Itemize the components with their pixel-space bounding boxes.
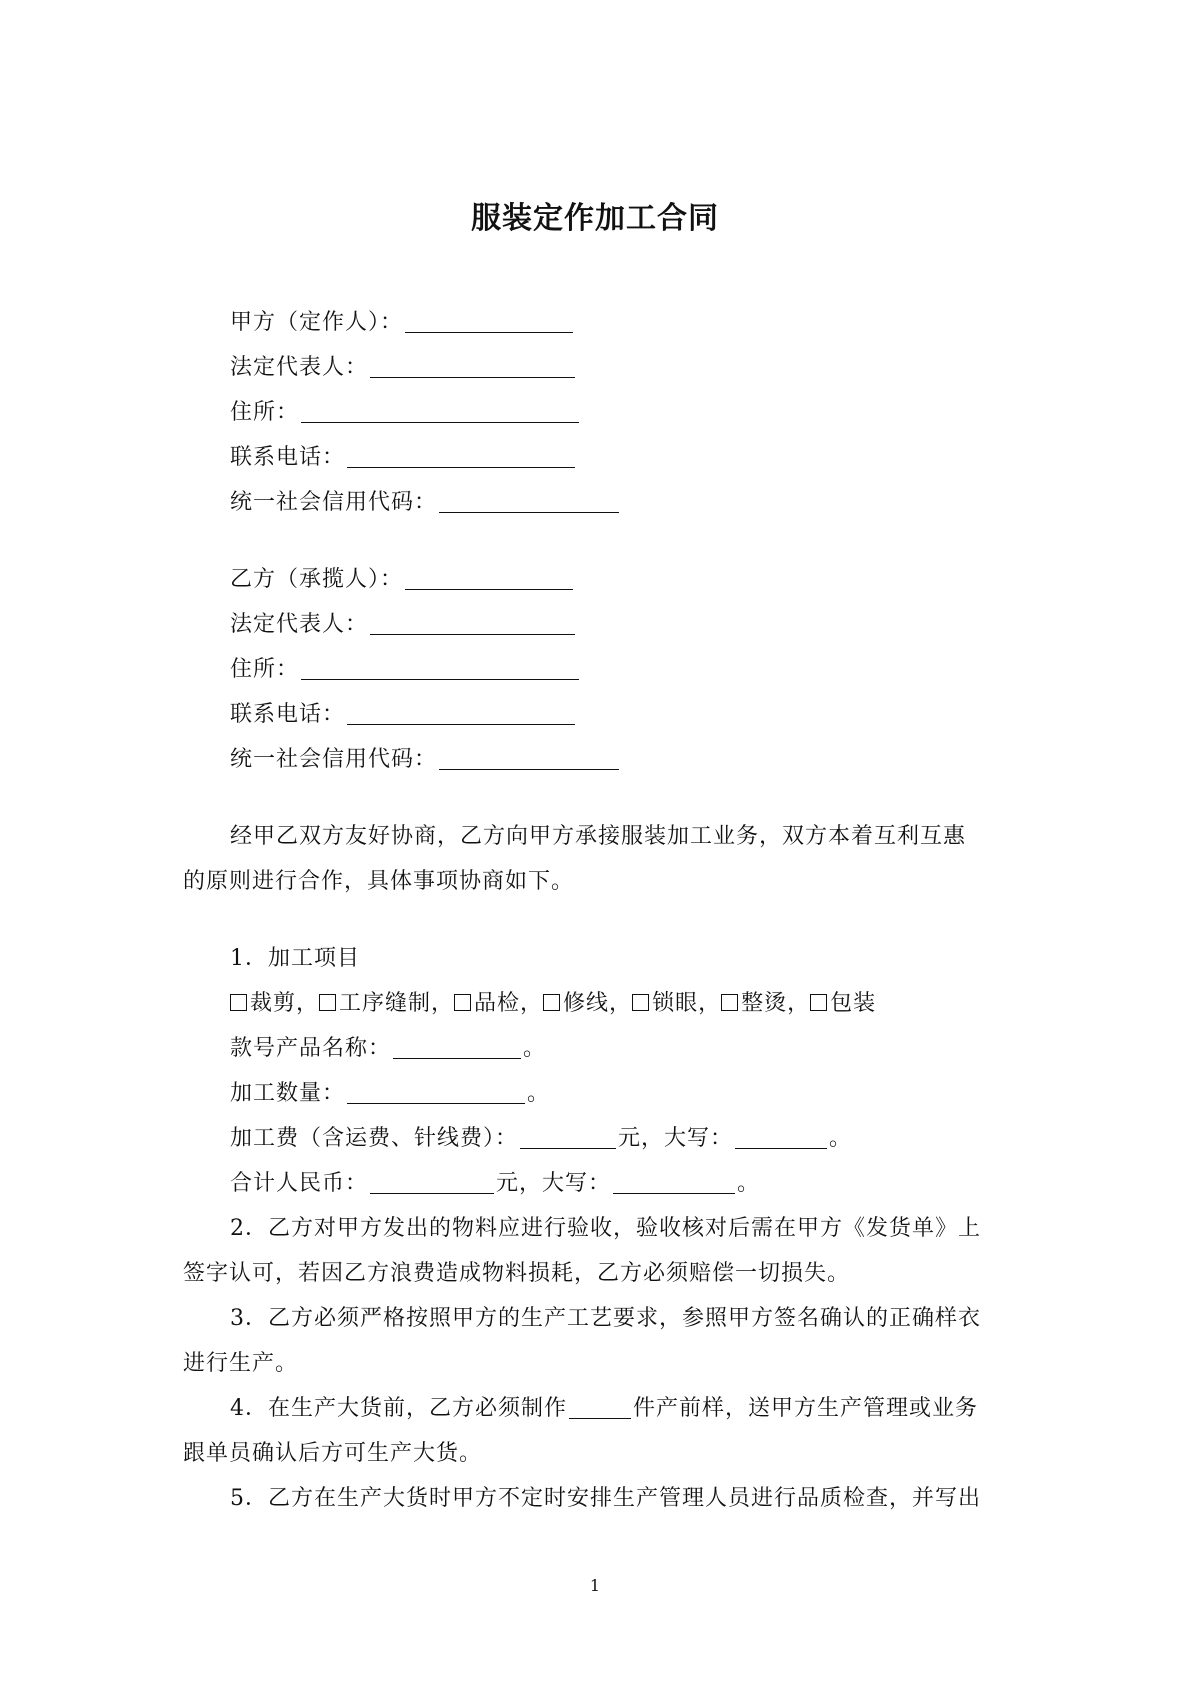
party-a-credit-label: 统一社会信用代码： (230, 490, 438, 515)
party-b-address-line (230, 655, 581, 685)
section-4-text-pre: 4．在生产大货前，乙方必须制作 (230, 1396, 567, 1421)
section-3-line-2: 进行生产。 (183, 1351, 299, 1376)
party-a-rep-label: 法定代表人： (230, 355, 369, 380)
party-a-address-label: 住所： (230, 400, 300, 425)
processing-options (230, 989, 876, 1019)
option-buttonholing: 锁眼， (652, 991, 722, 1016)
quantity-line: 加工数量： 。 (230, 1081, 551, 1106)
option-packaging: 包装 (830, 991, 877, 1016)
intro-line-1: 经甲乙双方友好协商，乙方向甲方承接服装加工业务，双方本着互利互惠 (230, 824, 967, 849)
section-2-line-2: 签字认可，若因乙方浪费造成物料损耗，乙方必须赔偿一切损失。 (183, 1261, 851, 1286)
fee-label: 加工费（含运费、针线费）： (230, 1126, 519, 1151)
checkbox-buttonholing[interactable] (632, 994, 649, 1011)
total-line: 合计人民币： 元，大写： 。 (230, 1171, 761, 1196)
quantity-label: 加工数量： (230, 1081, 346, 1106)
section-2-line-1: 2．乙方对甲方发出的物料应进行验收，验收核对后需在甲方《发货单》上 (230, 1216, 981, 1241)
quantity-blank[interactable] (347, 1081, 525, 1104)
section-1-heading: 1．加工项目 (230, 946, 360, 971)
party-b-rep-blank[interactable] (370, 612, 575, 635)
party-b-name-line (230, 565, 575, 595)
party-a-rep-line (230, 353, 577, 383)
checkbox-inspection[interactable] (454, 994, 471, 1011)
checkbox-ironing[interactable] (721, 994, 738, 1011)
contract-title: 服装定作加工合同 (471, 201, 719, 236)
fee-amount-blank[interactable] (520, 1126, 616, 1149)
option-cutting: 裁剪， (250, 991, 320, 1016)
total-label: 合计人民币： (230, 1171, 369, 1196)
party-a-name-blank[interactable] (405, 310, 573, 333)
checkbox-trimming[interactable] (543, 994, 560, 1011)
product-name-line: 款号产品名称： 。 (230, 1036, 547, 1061)
party-b-rep-label: 法定代表人： (230, 612, 369, 637)
party-b-phone-blank[interactable] (347, 702, 575, 725)
product-name-label: 款号产品名称： (230, 1036, 392, 1061)
party-b-credit-blank[interactable] (439, 747, 619, 770)
party-a-rep-blank[interactable] (370, 355, 575, 378)
party-b-phone-label: 联系电话： (230, 702, 346, 727)
sample-count-blank[interactable] (569, 1396, 631, 1419)
party-a-phone-line (230, 443, 577, 473)
fee-capital-blank[interactable] (735, 1126, 827, 1149)
section-4-line-1 (230, 1394, 978, 1424)
total-amount-blank[interactable] (370, 1171, 494, 1194)
section-5-line-1: 5．乙方在生产大货时甲方不定时安排生产管理人员进行品质检查，并写出 (230, 1486, 981, 1511)
party-a-credit-blank[interactable] (439, 490, 619, 513)
party-a-phone-label: 联系电话： (230, 445, 346, 470)
party-b-credit-label: 统一社会信用代码： (230, 747, 438, 772)
checkbox-sewing[interactable] (319, 994, 336, 1011)
party-a-name-label: 甲方（定作人）： (230, 310, 404, 335)
intro-line-2: 的原则进行合作，具体事项协商如下。 (183, 869, 575, 894)
option-ironing: 整烫， (741, 991, 811, 1016)
party-b-name-blank[interactable] (405, 567, 573, 590)
checkbox-packaging[interactable] (810, 994, 827, 1011)
party-b-address-blank[interactable] (301, 657, 579, 680)
party-b-phone-line (230, 700, 577, 730)
option-trimming: 修线， (563, 991, 633, 1016)
section-3-line-1: 3．乙方必须严格按照甲方的生产工艺要求，参照甲方签名确认的正确样衣 (230, 1306, 981, 1331)
party-b-credit-line (230, 745, 621, 775)
page-number: 1 (589, 1576, 601, 1595)
product-name-blank[interactable] (393, 1036, 521, 1059)
option-sewing: 工序缝制， (339, 991, 455, 1016)
party-b-name-label: 乙方（承揽人）： (230, 567, 404, 592)
party-a-credit-line (230, 488, 621, 518)
total-capital-blank[interactable] (613, 1171, 735, 1194)
party-a-name-line (230, 308, 575, 338)
option-inspection: 品检， (474, 991, 544, 1016)
checkbox-cutting[interactable] (230, 994, 247, 1011)
party-a-address-line (230, 398, 581, 428)
fee-line: 加工费（含运费、针线费）： 元，大写： 。 (230, 1126, 853, 1151)
party-b-address-label: 住所： (230, 657, 300, 682)
section-4-line-2: 跟单员确认后方可生产大货。 (183, 1441, 483, 1466)
party-a-phone-blank[interactable] (347, 445, 575, 468)
section-4-text-post: 件产前样，送甲方生产管理或业务 (633, 1396, 979, 1421)
party-a-address-blank[interactable] (301, 400, 579, 423)
party-b-rep-line (230, 610, 577, 640)
